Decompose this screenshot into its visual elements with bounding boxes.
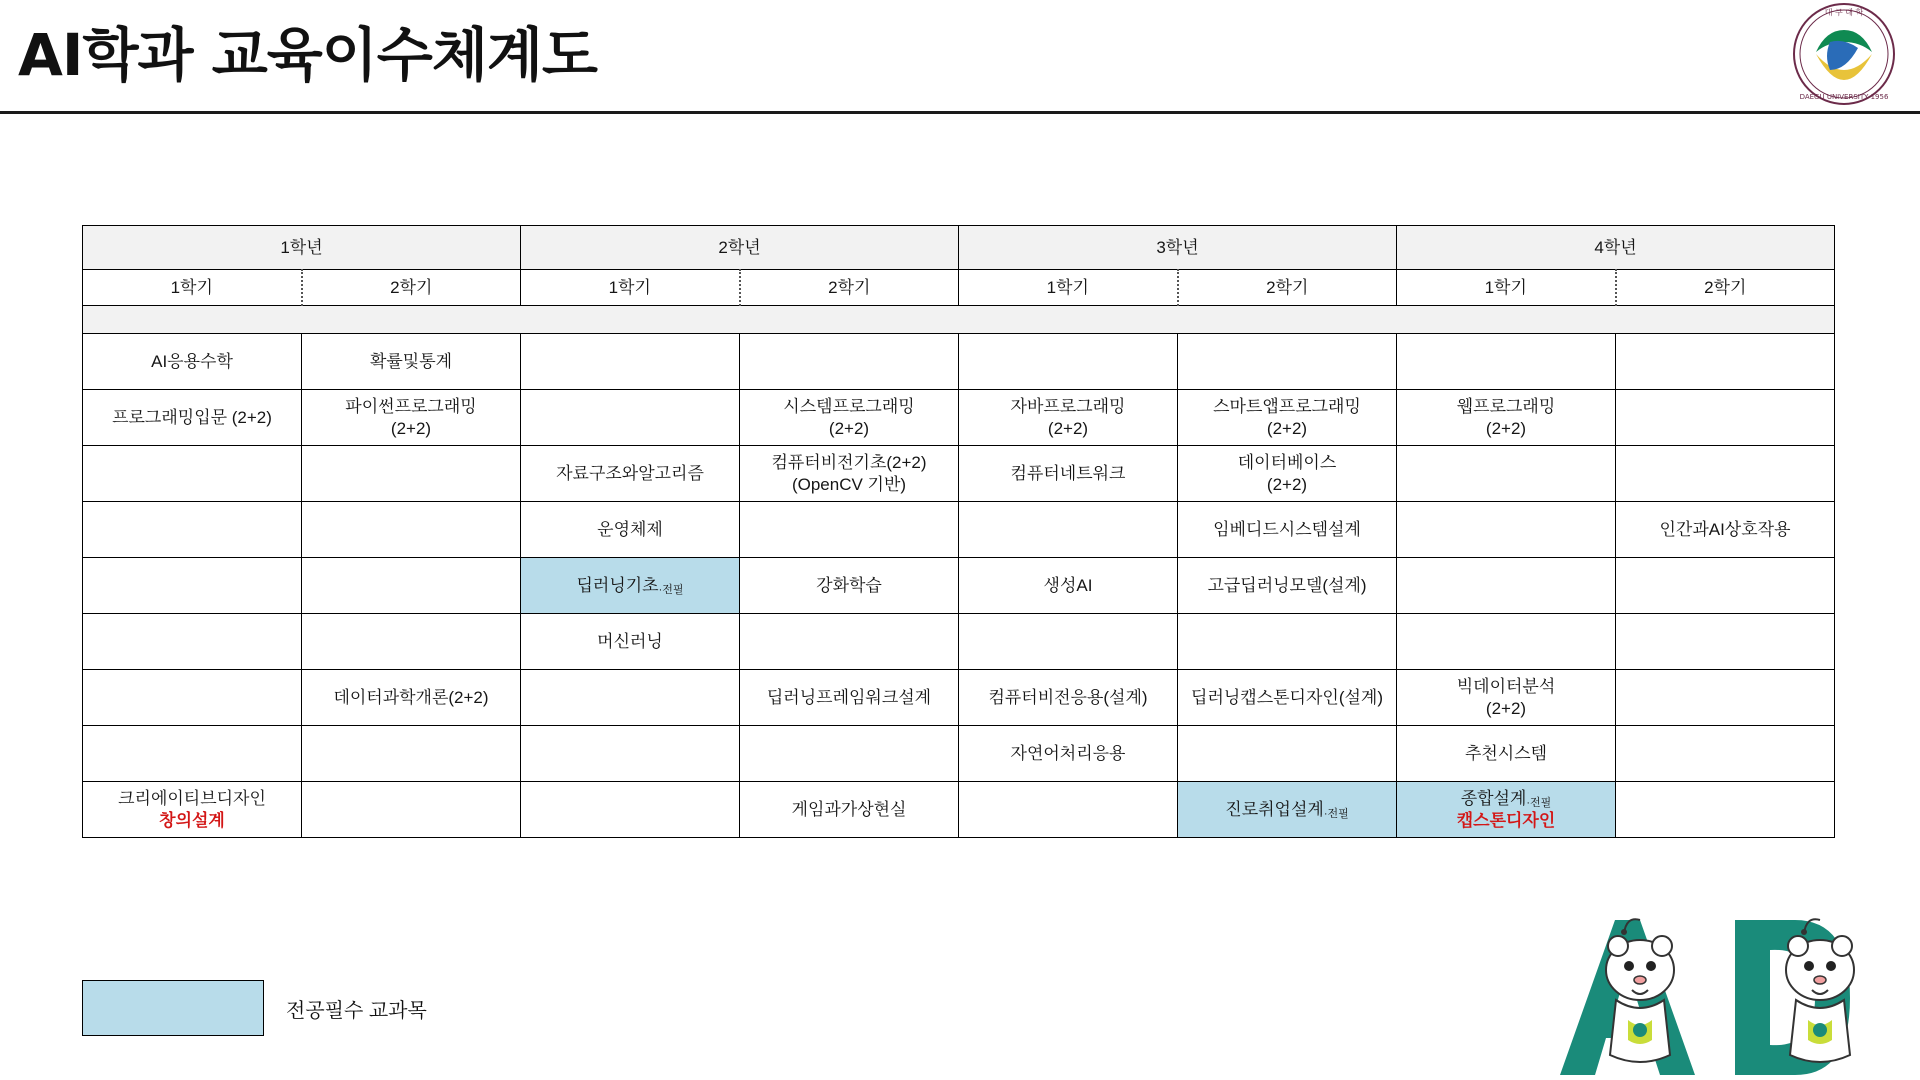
semester-header: 2학기 (740, 270, 959, 306)
course-cell (302, 390, 521, 446)
semester-header: 2학기 (302, 270, 521, 306)
course-name: 컴퓨터네트워크 (1010, 463, 1126, 483)
university-emblem-icon (1792, 2, 1896, 106)
course-cell (521, 614, 740, 670)
semester-header: 2학기 (1178, 270, 1397, 306)
course-cell (1616, 390, 1835, 446)
course-cell (1397, 390, 1616, 446)
course-tag: ·전필 (1526, 797, 1552, 810)
course-subtext: (2+2) (828, 418, 870, 438)
course-name: 크리에이티브디자인 (118, 789, 266, 809)
course-name: 컴퓨터비전기초(2+2) (771, 453, 927, 473)
course-name: 게임과가상현실 (791, 799, 907, 819)
course-cell (740, 726, 959, 782)
course-name: AI응용수학 (151, 351, 233, 371)
course-cell (740, 446, 959, 502)
course-cell (521, 782, 740, 838)
course-cell (740, 670, 959, 726)
course-name: 시스템프로그래밍 (783, 397, 915, 417)
table-row (83, 782, 1835, 838)
course-cell (302, 670, 521, 726)
course-cell (83, 558, 302, 614)
course-cell (1616, 502, 1835, 558)
course-name: 자연어처리응용 (1010, 743, 1126, 763)
course-subtext: 창의설계 (159, 810, 225, 830)
course-cell (83, 782, 302, 838)
course-name: 종합설계·전필 (1460, 789, 1552, 810)
course-name: 진로취업설계 (1225, 799, 1324, 819)
table-row (83, 502, 1835, 558)
course-subtext: 캡스톤디자인 (1456, 810, 1556, 830)
course-name: 스마트앱프로그래밍 (1213, 397, 1361, 417)
course-cell (1616, 334, 1835, 390)
course-cell (1397, 670, 1616, 726)
legend-label: 전공필수 교과목 (286, 999, 427, 1022)
table-row (83, 670, 1835, 726)
semester-header: 1학기 (521, 270, 740, 306)
course-name: 데이터베이스 (1237, 453, 1337, 473)
course-cell (740, 390, 959, 446)
course-cell (959, 334, 1178, 390)
course-name: 자바프로그래밍 (1010, 397, 1126, 417)
legend (82, 980, 427, 1036)
course-cell (1397, 726, 1616, 782)
course-cell (521, 670, 740, 726)
course-cell (740, 334, 959, 390)
year-header: 4학년 (1397, 226, 1835, 270)
course-subtext: (OpenCV 기반) (791, 474, 907, 494)
course-name: 임베디드시스템설계 (1213, 519, 1361, 539)
course-cell (1397, 502, 1616, 558)
table-row (83, 446, 1835, 502)
table-row (83, 390, 1835, 446)
legend-swatch (82, 980, 264, 1036)
course-cell (1616, 614, 1835, 670)
course-cell (959, 558, 1178, 614)
course-name: 인간과AI상호작용 (1659, 519, 1791, 539)
course-cell (959, 390, 1178, 446)
semester-header: 1학기 (959, 270, 1178, 306)
course-name: 머신러닝 (597, 631, 663, 651)
year-header: 1학년 (83, 226, 521, 270)
course-cell (302, 446, 521, 502)
course-subtext: (2+2) (1266, 418, 1308, 438)
course-cell (302, 334, 521, 390)
course-name: 자료구조와알고리즘 (556, 463, 704, 483)
course-cell (1397, 782, 1616, 838)
course-name: 데이터과학개론(2+2) (333, 687, 489, 707)
course-name: 강화학습 (816, 575, 882, 595)
course-cell (83, 614, 302, 670)
course-cell (1616, 558, 1835, 614)
course-cell (1178, 390, 1397, 446)
course-cell (740, 614, 959, 670)
course-cell (1397, 446, 1616, 502)
course-cell (1616, 670, 1835, 726)
curriculum-table (82, 225, 1835, 838)
course-cell (1178, 502, 1397, 558)
course-name: 딥러닝기초 (576, 575, 659, 595)
course-subtext: (2+2) (1266, 474, 1308, 494)
table-row (83, 558, 1835, 614)
course-name: 프로그래밍입문 (2+2) (112, 407, 272, 427)
course-cell (83, 334, 302, 390)
course-cell (1397, 334, 1616, 390)
course-cell (1178, 726, 1397, 782)
semester-header: 2학기 (1616, 270, 1835, 306)
course-cell (1616, 782, 1835, 838)
course-cell (959, 502, 1178, 558)
course-cell (302, 782, 521, 838)
course-cell (83, 390, 302, 446)
course-cell (521, 726, 740, 782)
course-name: 확률및통계 (369, 351, 453, 371)
course-subtext: (2+2) (1047, 418, 1089, 438)
course-cell (1616, 726, 1835, 782)
course-cell (521, 446, 740, 502)
course-cell (1397, 558, 1616, 614)
year-header: 3학년 (959, 226, 1397, 270)
course-tag: ·전필 (658, 583, 684, 596)
course-cell (83, 726, 302, 782)
course-cell (740, 782, 959, 838)
course-name: 운영체제 (597, 519, 663, 539)
header-divider (0, 111, 1920, 114)
course-cell (521, 502, 740, 558)
course-name: 생성AI (1043, 575, 1093, 595)
semester-header: 1학기 (1397, 270, 1616, 306)
course-name: 딥러닝프레임워크설계 (766, 687, 932, 707)
table-row (83, 614, 1835, 670)
course-cell (302, 502, 521, 558)
svg-text:대 구 대 학: 대 구 대 학 (1824, 8, 1864, 17)
table-spacer-row (83, 306, 1835, 334)
course-cell (302, 558, 521, 614)
course-cell (83, 446, 302, 502)
table-row (83, 726, 1835, 782)
curriculum-table-wrapper (82, 225, 1834, 838)
course-cell (1397, 614, 1616, 670)
course-cell (521, 334, 740, 390)
course-cell (740, 502, 959, 558)
course-cell (83, 670, 302, 726)
mascot-logo-graphic (1520, 850, 1920, 1080)
course-cell (1178, 614, 1397, 670)
semester-header: 1학기 (83, 270, 302, 306)
course-cell (521, 390, 740, 446)
course-cell (83, 502, 302, 558)
course-cell (521, 558, 740, 614)
course-cell (959, 670, 1178, 726)
page-header (0, 0, 1920, 113)
course-name: 추천시스템 (1464, 743, 1548, 763)
course-cell (1178, 670, 1397, 726)
course-cell (740, 558, 959, 614)
table-header-semesters (83, 270, 1835, 306)
table-row (83, 334, 1835, 390)
course-cell (959, 726, 1178, 782)
course-cell (959, 614, 1178, 670)
course-cell (1616, 446, 1835, 502)
course-name: 컴퓨터비전응용(설계) (988, 687, 1148, 707)
course-tag: ·전필 (1323, 807, 1349, 820)
course-name: 파이썬프로그래밍 (345, 397, 477, 417)
course-subtext: (2+2) (1485, 418, 1527, 438)
course-name: 딥러닝캡스톤디자인(설계) (1191, 687, 1383, 707)
course-cell (1178, 558, 1397, 614)
course-name: 고급딥러닝모델(설계) (1207, 575, 1367, 595)
course-cell (959, 782, 1178, 838)
page-title: AI학과 교육이수체계도 (18, 21, 597, 89)
course-cell (1178, 446, 1397, 502)
course-name: 웹프로그래밍 (1456, 397, 1556, 417)
course-cell (1178, 782, 1397, 838)
course-cell (302, 726, 521, 782)
curriculum-table-body (83, 306, 1835, 838)
course-subtext: (2+2) (1485, 698, 1527, 718)
course-subtext: (2+2) (390, 418, 432, 438)
table-header-years (83, 226, 1835, 270)
svg-text:DAEGU UNIVERSITY 1956: DAEGU UNIVERSITY 1956 (1799, 93, 1889, 101)
course-cell (1178, 334, 1397, 390)
spacer-cell (83, 306, 1835, 334)
course-cell (302, 614, 521, 670)
year-header: 2학년 (521, 226, 959, 270)
course-cell (959, 446, 1178, 502)
course-name: 빅데이터분석 (1456, 677, 1556, 697)
